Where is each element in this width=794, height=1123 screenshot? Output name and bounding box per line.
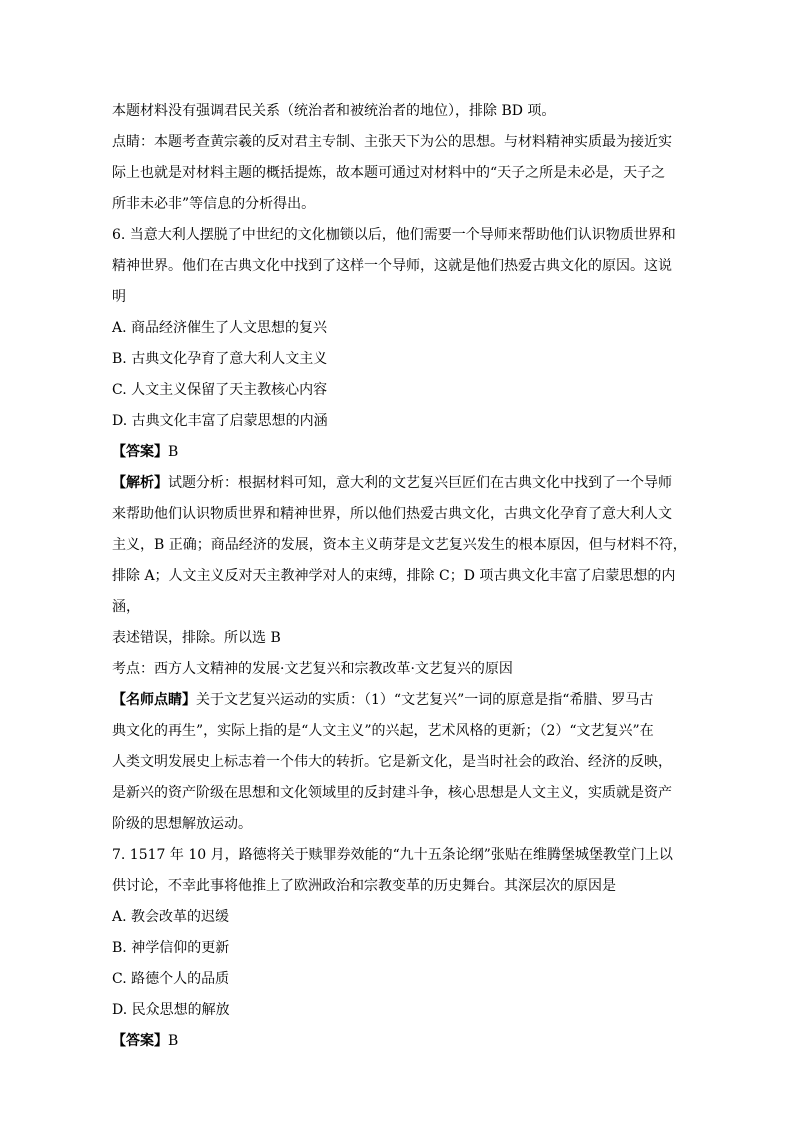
question-6-analysis: 表述错误，排除。所以选 B [112,630,281,646]
question-6-kaodian: 考点：西方人文精神的发展·文艺复兴和宗教改革·文艺复兴的原因 [112,661,513,677]
answer-value: B [168,444,179,460]
question-7-answer [112,1026,687,1057]
answer-value: B [168,1033,179,1049]
question-6-tip [112,685,687,716]
text-line: 际上也就是对材料主题的概括提炼，故本题可通过对材料中的“天子之所是未必是，天子之 [112,165,666,181]
question-6-tip: 典文化的再生”，实际上指的是“人文主义”的兴起，艺术风格的更新；（2）“文艺复兴”在 [112,723,654,739]
question-6-tip: 阶级的思想解放运动。 [112,816,252,832]
document-body [112,96,687,1057]
analysis-tag: 【解析】 [112,475,168,491]
question-7-option-d: D. 民众思想的解放 [112,1002,230,1018]
question-6-answer [112,437,687,468]
text-line: 本题材料没有强调君民关系（统治者和被统治者的地位），排除 BD 项。 [112,103,556,119]
question-7-stem: 7. 1517 年 10 月，路德将关于赎罪券效能的“九十五条论纲”张贴在维腾堡城堡教堂门上以 [112,847,673,863]
question-7-option-c: C. 路德个人的品质 [112,971,230,987]
question-6-tip: 人类文明发展史上标志着一个伟大的转折。它是新文化，是当时社会的政治、经济的反映， [112,754,672,770]
question-7-stem: 供讨论，不幸此事将他推上了欧洲政治和宗教变革的历史舞台。其深层次的原因是 [112,878,616,894]
question-6-analysis: 来帮助他们认识物质世界和精神世界，所以他们热爱古典文化，古典文化孕育了意大利人文 [112,506,672,522]
question-6-tip: 是新兴的资产阶级在思想和文化领域里的反封建斗争，核心思想是人文主义，实质就是资产 [112,785,672,801]
question-6-option-c: C. 人文主义保留了天主教核心内容 [112,382,328,398]
text-line: 所非未必非”等信息的分析得出。 [112,196,316,212]
analysis-text: 试题分析：根据材料可知，意大利的文艺复兴巨匠们在古典文化中找到了一个导师 [168,475,672,491]
question-6-stem: 精神世界。他们在古典文化中找到了这样一个导师，这就是他们热爱古典文化的原因。这说 [112,258,672,274]
answer-tag: 【答案】 [112,1033,168,1049]
question-6-option-d: D. 古典文化丰富了启蒙思想的内涵 [112,413,328,429]
tip-tag: 【名师点睛】 [112,692,196,708]
question-6-option-a: A. 商品经济催生了人文思想的复兴 [112,320,328,336]
text-line: 点睛：本题考查黄宗羲的反对君主专制、主张天下为公的思想。与材料精神实质最为接近实 [112,134,672,150]
question-6-stem: 明 [112,289,126,305]
question-7-option-a: A. 教会改革的迟缓 [112,909,230,925]
tip-text: 关于文艺复兴运动的实质：（1）“文艺复兴”一词的原意是指“希腊、罗马古 [196,692,654,708]
question-6-analysis [112,468,687,499]
answer-tag: 【答案】 [112,444,168,460]
question-6-analysis: 排除 A；人文主义反对天主教神学对人的束缚，排除 C；D 项古典文化丰富了启蒙思想的内涵， [112,568,676,615]
question-6-stem: 6. 当意大利人摆脱了中世纪的文化枷锁以后，他们需要一个导师来帮助他们认识物质世界和 [112,227,676,243]
question-7-option-b: B. 神学信仰的更新 [112,940,230,956]
question-6-analysis: 主义，B 正确；商品经济的发展，资本主义萌芽是文艺复兴发生的根本原因，但与材料不符， [112,537,687,553]
question-6-option-b: B. 古典文化孕育了意大利人文主义 [112,351,328,367]
